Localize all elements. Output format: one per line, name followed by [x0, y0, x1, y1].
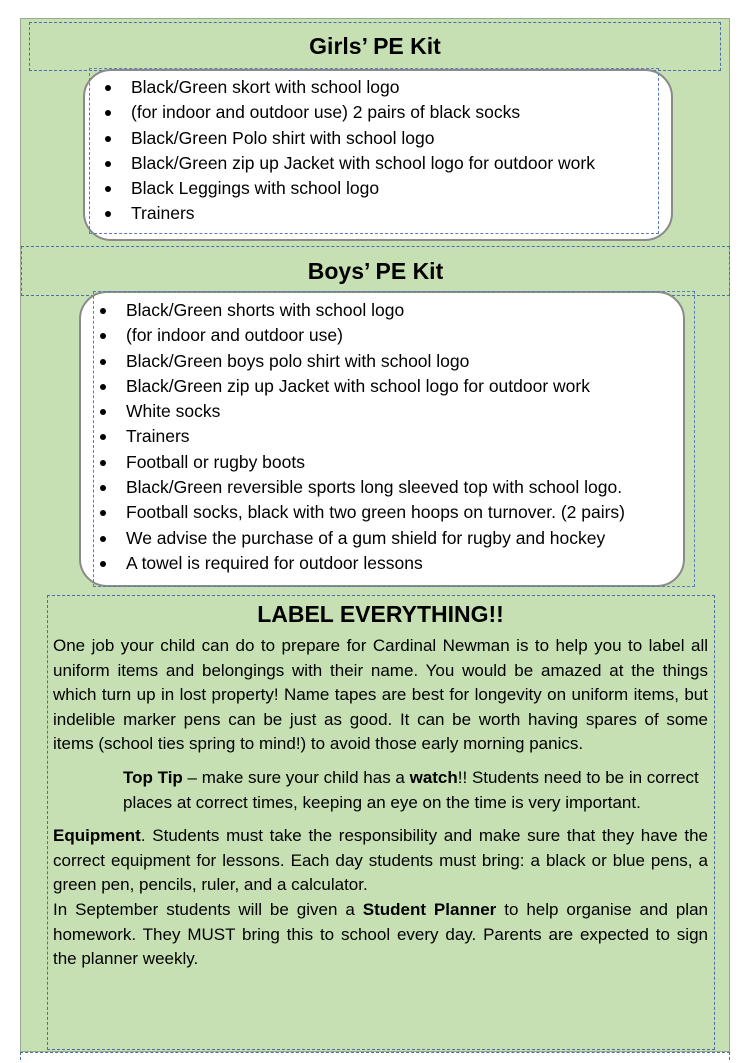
label-paragraph: One job your child can do to prepare for Cardinal Newman is to help you to label all uniform items and belongings with their name. You would be amazed at the things which turn up in lost property! Name tapes are best for longevity on uniform items, but indelible marker pens can be just as good. It can be worth having spares of some items (school ties spring to mind!) to avoid those early morning panics. — [53, 636, 708, 754]
girls-kit-item: (for indoor and outdoor use) 2 pairs of black socks — [101, 100, 595, 125]
equipment-paragraph — [53, 824, 708, 898]
equipment-bold: Equipment — [53, 826, 141, 846]
girls-title: Girls’ PE Kit — [309, 33, 441, 59]
girls-kit-item: Black/Green zip up Jacket with school logo for outdoor work — [101, 151, 595, 176]
planner-bold: Student Planner — [362, 899, 497, 919]
next-section-edge — [20, 1052, 730, 1060]
label-content — [53, 601, 708, 972]
boys-kit-item: Trainers — [96, 424, 625, 449]
planner-text-1: In September students will be given a — [53, 899, 363, 919]
boys-kit-item: We advise the purchase of a gum shield for rugby and hockey — [96, 526, 625, 551]
tip-watch: watch — [409, 767, 458, 787]
girls-kit-item: Black/Green skort with school logo — [101, 75, 595, 100]
planner-paragraph — [53, 898, 708, 972]
girls-kit-item: Black/Green Polo shirt with school logo — [101, 126, 595, 151]
equipment-text: . Students must take the responsibility and make sure that they have the correct equipment for lessons. Each day students must bring: a black or blue pens, a green pen, pencils, ruler, and a calculator. — [53, 826, 708, 895]
label-title: LABEL EVERYTHING!! — [257, 601, 504, 627]
girls-heading-box — [29, 22, 721, 71]
boys-heading-box — [21, 246, 730, 296]
boys-kit-item: (for indoor and outdoor use) — [96, 323, 625, 348]
page — [20, 18, 730, 1052]
tip-text-1: – make sure your child has a — [182, 767, 410, 787]
girls-kit-list — [101, 75, 595, 227]
boys-kit-item: Black/Green boys polo shirt with school logo — [96, 349, 625, 374]
boys-kit-item: Football socks, black with two green hoops on turnover. (2 pairs) — [96, 500, 625, 525]
planner-text-2: to help organise and plan homework. They MUST bring this to school every day. Parents are expected to sign the planner weekly. — [53, 899, 708, 969]
tip-text-2: !! Students need to be in correct places at correct times, keeping an eye on the time is very important. — [123, 767, 699, 812]
boys-kit-list — [96, 298, 625, 576]
boys-kit-item: White socks — [96, 399, 625, 424]
girls-kit-item: Trainers — [101, 201, 595, 226]
boys-kit-item: Black/Green zip up Jacket with school logo for outdoor work — [96, 374, 625, 399]
tip-bold: Top Tip — [123, 767, 183, 787]
top-tip — [123, 766, 708, 815]
boys-kit-item: Black/Green reversible sports long sleeved top with school logo. — [96, 475, 625, 500]
boys-kit-item: Football or rugby boots — [96, 450, 625, 475]
boys-kit-item: Black/Green shorts with school logo — [96, 298, 625, 323]
girls-kit-item: Black Leggings with school logo — [101, 176, 595, 201]
boys-title: Boys’ PE Kit — [307, 257, 444, 284]
boys-kit-item: A towel is required for outdoor lessons — [96, 551, 625, 576]
